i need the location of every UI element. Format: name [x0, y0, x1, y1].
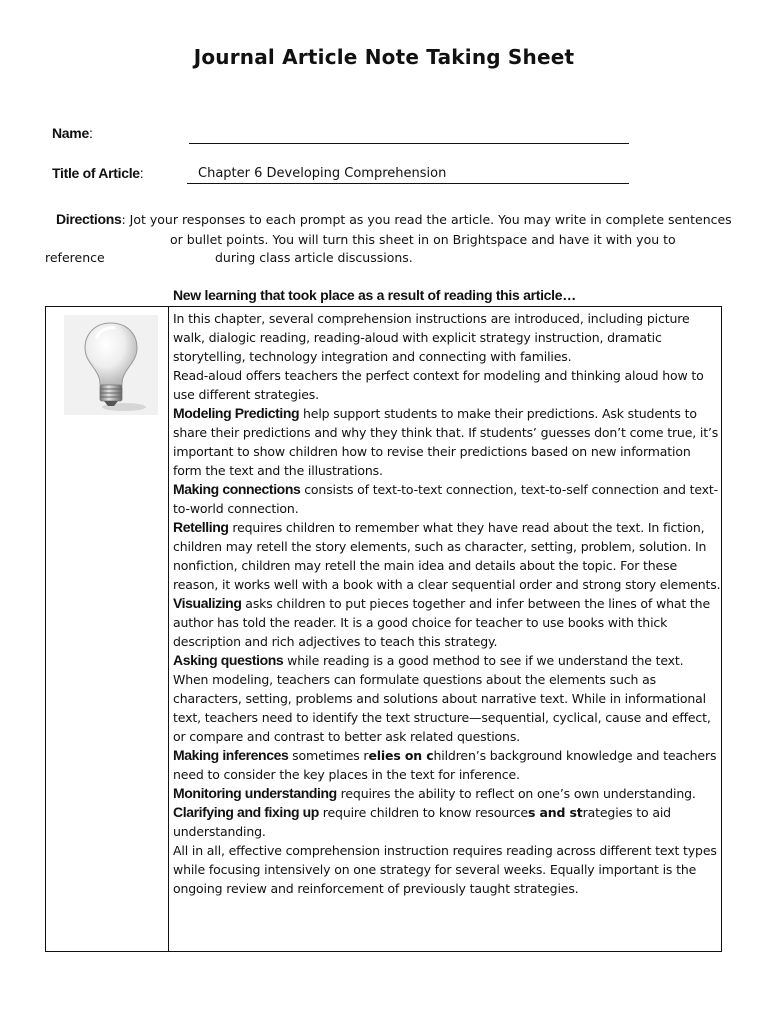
article-title-value[interactable]: Chapter 6 Developing Comprehension — [198, 166, 447, 181]
note-making-inferences: Making inferences sometimes relies on children’s background knowledge and teachers need to consider the key places in the text for inference. — [173, 747, 717, 782]
section-heading: New learning that took place as a result of reading this article… — [173, 287, 576, 303]
note-monitoring-understanding: Monitoring understanding requires the ability to reflect on one’s own understanding. — [173, 785, 696, 801]
note-conclusion: All in all, effective comprehension instruction requires reading across different text types while focusing intensively on one strategy for several weeks. Equally important is the ongoing review and reinforcement of previously taught strategies. — [173, 843, 717, 896]
note-visualizing: Visualizing asks children to put pieces together and infer between the lines of what the author has told the reader. It is a good choice for teacher to use books with thick description and rich adjectives to teach this strategy. — [173, 595, 710, 649]
notes-content[interactable] — [173, 309, 721, 898]
directions-line-3b: during class article discussions. — [215, 250, 413, 265]
note-modeling-predicting: Modeling Predicting help support students to make their predictions. Ask students to share their predictions and why they think that. If students’ guesses don’t come true, it’s important to show children how to revise their predictions based on new information form the text and the illustrations. — [173, 405, 719, 478]
name-label: Name: — [52, 125, 93, 141]
directions-line-1: Directions: Jot your responses to each prompt as you read the article. You may write in complete sentences — [56, 211, 732, 227]
name-field[interactable] — [189, 143, 629, 144]
note-making-connections: Making connections consists of text-to-text connection, text-to-self connection and text-to-world connection. — [173, 481, 719, 516]
note-retelling: Retelling requires children to remember what they have read about the text. In fiction, children may retell the story elements, such as character, setting, problem, solution. In nonfiction, children may retell the main idea and details about the topic. For these reason, it works well with a book with a clear sequential order and strong story elements. — [173, 519, 721, 592]
lightbulb-icon — [64, 315, 158, 415]
article-title-label: Title of Article: — [52, 165, 144, 181]
note-clarifying: Clarifying and fixing up require children to know resources and strategies to aid understanding. — [173, 804, 671, 839]
directions-line-2: or bullet points. You will turn this sheet in on Brightspace and have it with you to — [170, 232, 676, 247]
page-title: Journal Article Note Taking Sheet — [193, 45, 575, 69]
column-divider — [168, 306, 169, 952]
directions-line-3a: reference — [45, 250, 105, 265]
note-intro: In this chapter, several comprehension instructions are introduced, including picture walk, dialogic reading, reading-aloud with explicit strategy instruction, dramatic storytelling, technology integration and connecting with families. — [173, 311, 690, 364]
note-read-aloud: Read-aloud offers teachers the perfect context for modeling and thinking aloud how to use different strategies. — [173, 368, 704, 402]
note-asking-questions: Asking questions while reading is a good method to see if we understand the text. When modeling, teachers can formulate questions about the elements such as characters, setting, problems and solutions about narrative text. While in informational text, teachers need to identify the text structure—sequential, cyclical, cause and effect, or compare and contrast to better ask related questions. — [173, 652, 711, 744]
article-title-underline — [187, 183, 629, 184]
